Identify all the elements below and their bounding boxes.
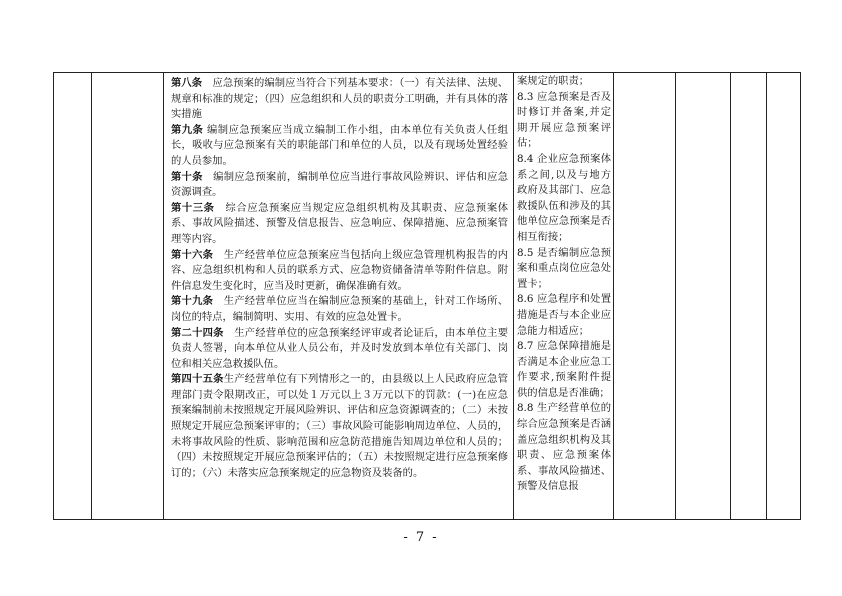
- article-text: 生产经营单位应急预案应当包括向上级应急管理机构报告的内容、应急组织机构和人员的联系方式、应急物资储备清单等附件信息。附件信息发生变化时，应当及时更新，确保准确有效。: [171, 248, 508, 292]
- article-heading: 第四十五条: [171, 373, 224, 386]
- criteria-item: 8.4 企业应急预案体系之间,以及与地方政府及其部门、应急救援队伍和涉及的其他单位应急预案是否相互衔接；: [517, 152, 611, 243]
- article-heading: 第八条: [171, 77, 203, 89]
- inspection-criteria: [514, 73, 613, 495]
- criteria-item: 8.7 应急保障措施是否满足本企业应急工作要求,预案附件提供的信息是否准确；: [517, 340, 611, 399]
- regulation-articles: [164, 73, 513, 483]
- empty-cell-8: [767, 73, 801, 520]
- article-text: 编制应急预案应当成立编制工作小组，由本单位有关负责人任组长，吸收与应急预案有关的职能部门和单位的人员，以及有现场处置经验的人员参加。: [171, 123, 508, 167]
- regulation-cell: [164, 73, 514, 520]
- article-heading: 第二十四条: [171, 326, 224, 339]
- criteria-item: 案规定的职责；: [517, 75, 590, 87]
- article-heading: 第十九条: [171, 295, 214, 308]
- empty-cell-2: [92, 73, 164, 520]
- article-paragraph: [171, 76, 508, 123]
- article-paragraph: [171, 201, 508, 248]
- article-paragraph: [171, 294, 508, 325]
- article-text: 生产经营单位有下列情形之一的，由县级以上人民政府应急管理部门责令限期改正，可以处１万元以上３万元以下的罚款：(一)在应急预案编制前未按照规定开展风险辨识、评估和应急资源调查的；（二）未按照规定开展应急预案评审的；（三）事故风险可能影响周边单位、人员的，未将事故风险的性质、影响范围和应急防范措施告知周边单位和人员的；（四）未按照规定开展应急预案评估的；（五）未按照规定进行应急预案修订的；（六）未落实应急预案规定的应急物资及装备的。: [171, 373, 509, 479]
- criteria-item: 8.6 应急程序和处置措施是否与本企业应急能力相适应；: [517, 293, 611, 337]
- criteria-cell: [514, 73, 614, 520]
- article-text: 综合应急预案应当规定应急组织机构及其职责、应急预案体系、事故风险描述、预警及信息报告、应急响应、保障措施、应急预案管理等内容。: [171, 201, 509, 245]
- article-text: 应急预案的编制应当符合下列基本要求：（一）有关法律、法规、规章和标准的规定；（四）应急组织和人员的职责分工明确，并有具体的落实措施: [171, 77, 509, 121]
- criteria-item: 8.8 生产经营单位的综合应急预案是否涵盖应急组织机构及其职责、应急预案体系、事故风险描述、预警及信息报: [517, 402, 611, 493]
- article-heading: 第十条: [171, 170, 203, 183]
- article-paragraph: [171, 170, 508, 201]
- empty-cell-5: [614, 73, 676, 520]
- page-number: - 7 -: [403, 530, 439, 545]
- article-text: 生产经营单位的应急预案经评审或者论证后，由本单位主要负责人签署，向本单位从业人员公布，并及时发放到本单位有关部门、岗位和相关应急救援队伍。: [171, 326, 509, 370]
- article-paragraph: [171, 123, 508, 170]
- article-paragraph: [171, 248, 508, 295]
- article-text: 生产经营单位应当在编制应急预案的基础上，针对工作场所、岗位的特点，编制简明、实用、有效的应急处置卡。: [171, 295, 508, 323]
- empty-cell-1: [54, 73, 92, 520]
- empty-cell-7: [731, 73, 767, 520]
- table-row: [54, 73, 801, 520]
- article-paragraph: [171, 326, 508, 373]
- inspection-table: [53, 72, 801, 520]
- article-paragraph: [171, 372, 508, 481]
- article-heading: 第十六条: [171, 248, 214, 261]
- article-heading: 第九条: [171, 123, 204, 136]
- article-heading: 第十三条: [171, 201, 215, 214]
- criteria-item: 8.5 是否编制应急预案和重点岗位应急处置卡；: [517, 246, 611, 290]
- empty-cell-6: [676, 73, 731, 520]
- article-text: 编制应急预案前，编制单位应当进行事故风险辨识、评估和应急资源调查。: [171, 170, 509, 199]
- criteria-item: 8.3 应急预案是否及时修订并备案,并定期开展应急预案评估；: [517, 90, 611, 150]
